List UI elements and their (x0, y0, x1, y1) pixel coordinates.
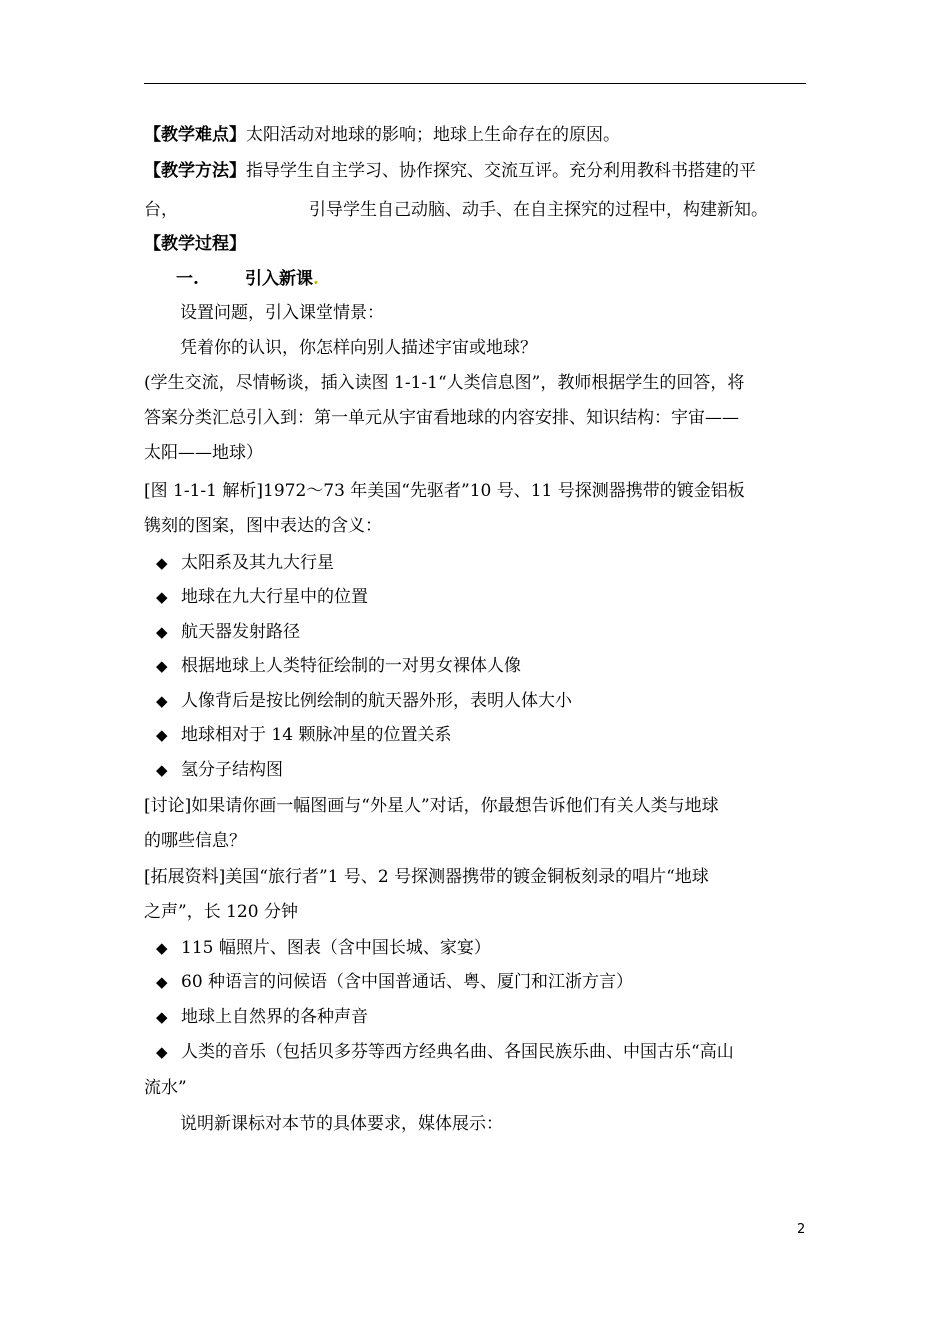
list-item: 地球上自然界的各种声音 (181, 1007, 368, 1027)
section-number: 一. (176, 269, 199, 289)
process-heading: 【教学过程】 (144, 234, 246, 254)
method-text: 指导学生自主学习、协作探究、交流互评。充分利用教科书搭建的平 (246, 161, 756, 181)
paragraph-question: 凭着你的认识，你怎样向别人描述宇宙或地球？ (180, 338, 537, 358)
list-item: 太阳系及其九大行星 (181, 553, 334, 573)
bullet-icon: ◆ (156, 761, 168, 779)
list-item: 地球在九大行星中的位置 (181, 587, 368, 607)
list-item: 115 幅照片、图表（含中国长城、家宴） (181, 938, 491, 958)
paragraph-line: (学生交流，尽情畅谈，插入读图 1-1-1“人类信息图”，教师根据学生的回答，将 (144, 373, 745, 393)
bullet-icon: ◆ (156, 973, 168, 991)
difficulty-line (144, 124, 620, 146)
difficulty-heading: 【教学难点】 (144, 125, 246, 145)
method-line-2a: 台， (144, 200, 178, 220)
method-heading: 【教学方法】 (144, 161, 246, 181)
paragraph-line: 答案分类汇总引入到：第一单元从宇宙看地球的内容安排、知识结构：宇宙—— (144, 408, 739, 428)
list-item: 人像背后是按比例绘制的航天器外形，表明人体大小 (181, 691, 572, 711)
bullet-icon: ◆ (156, 726, 168, 744)
bullet-icon: ◆ (156, 554, 168, 572)
list-item-continuation: 流水” (144, 1078, 187, 1098)
bullet-icon: ◆ (156, 623, 168, 641)
section-title: 引入新课. (245, 269, 319, 289)
bullet-icon: ◆ (156, 1008, 168, 1026)
difficulty-text: 太阳活动对地球的影响；地球上生命存在的原因。 (246, 125, 620, 145)
list-item: 人类的音乐（包括贝多芬等西方经典名曲、各国民族乐曲、中国古乐“高山 (181, 1042, 734, 1062)
bullet-icon: ◆ (156, 588, 168, 606)
bullet-icon: ◆ (156, 939, 168, 957)
extension-line: 之声”，长 120 分钟 (144, 902, 298, 922)
bullet-icon: ◆ (156, 1043, 168, 1061)
extension-line: [拓展资料]美国“旅行者”1 号、2 号探测器携带的镀金铜板刻录的唱片“地球 (144, 867, 709, 887)
method-line-2b: 引导学生自己动脑、动手、在自主探究的过程中，构建新知。 (309, 200, 768, 220)
paragraph-line: [图 1-1-1 解析]1972～73 年美国“先驱者”10 号、11 号探测器携带的镀金铝板 (144, 481, 745, 501)
paragraph-final: 说明新课标对本节的具体要求，媒体展示： (180, 1114, 503, 1134)
paragraph-line: 太阳——地球） (144, 443, 263, 463)
discussion-line: [讨论]如果请你画一幅图画与“外星人”对话，你最想告诉他们有关人类与地球 (144, 796, 719, 816)
bullet-icon: ◆ (156, 657, 168, 675)
paragraph-line: 镌刻的图案，图中表达的含义： (144, 516, 382, 536)
list-item: 60 种语言的问候语（含中国普通话、粤、厦门和江浙方言） (181, 972, 634, 992)
list-item: 根据地球上人类特征绘制的一对男女裸体人像 (181, 656, 521, 676)
page-number: 2 (797, 1222, 806, 1237)
paragraph-question-intro: 设置问题，引入课堂情景： (180, 303, 384, 323)
list-item: 氢分子结构图 (181, 760, 283, 780)
header-rule (144, 83, 806, 84)
method-line (144, 160, 756, 182)
discussion-line: 的哪些信息？ (144, 831, 246, 851)
bullet-icon: ◆ (156, 692, 168, 710)
list-item: 地球相对于 14 颗脉冲星的位置关系 (181, 725, 452, 745)
list-item: 航天器发射路径 (181, 622, 300, 642)
